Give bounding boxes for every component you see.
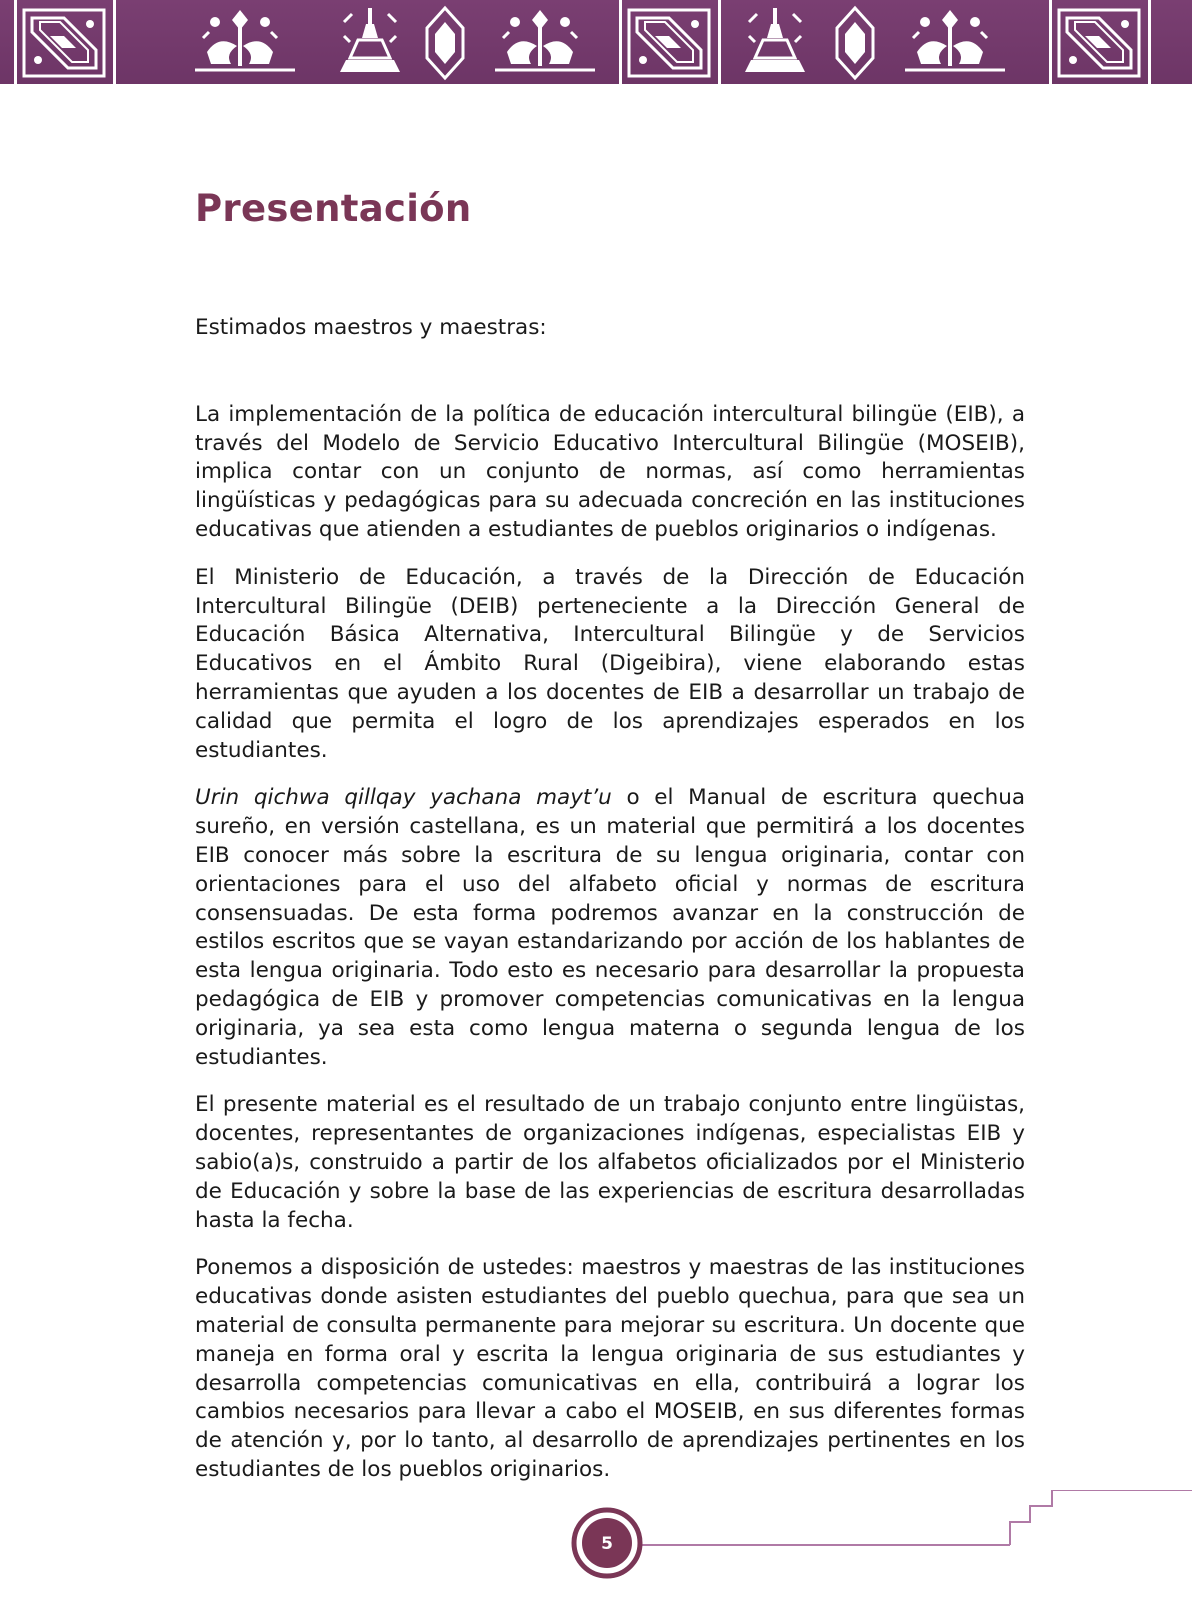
paragraph-4: El presente material es el resultado de un trabajo conjunto entre lingüistas, docentes, representantes de organizaciones indígenas, especialistas EIB y sabio(a)s, construido a partir de los alfabetos oficializados por el Ministerio de Educación y sobre la base de las experiencias de escritura desarrolladas hasta la fecha. — [195, 1092, 1025, 1233]
paragraph-2: El Ministerio de Educación, a través de la Dirección de Educación Intercultural Bilingüe (DEIB) perteneciente a la Dirección General de Educación Básica Alternativa, Intercultural Bilingüe y de Servicios Educativos en el Ámbito Rural (Digeibira), viene elaborando estas herramientas que ayuden a los docentes de EIB a desarrollar un trabajo de calidad que permita el logro de los aprendizajes esperados en los estudiantes. — [195, 564, 1025, 763]
header-banner — [0, 0, 1192, 84]
page-number: 5 — [601, 1534, 613, 1554]
book-title-quechua: Urin qichwa qillqay yachana mayt’u — [195, 785, 612, 811]
paragraph-3 — [195, 784, 1025, 1072]
paragraph-3-text: o el Manual de escritura quechua sureño, en versión castellana, es un material que permitirá a los docentes EIB conocer más sobre la escritura de su lengua originaria, contar con orientaciones para el uso del alfabeto oficial y normas de escritura consensuadas. De esta forma podremos avanzar en la construcción de estilos escritos que se vayan estandarizando por acción de los hablantes de esta lengua originaria. Todo esto es necesario para desarrollar la propuesta pedagógica de EIB y promover competencias comunicativas en la lengua originaria, ya sea esta como lengua materna o segunda lengua de los estudiantes. — [195, 785, 1025, 1070]
presentation-body — [195, 314, 1025, 1504]
paragraph-1: La implementación de la política de educación intercultural bilingüe (EIB), a través del Modelo de Servicio Educativo Intercultural Bilingüe (MOSEIB), implica contar con un conjunto de normas, así como herramientas lingüísticas y pedagógicas para su adecuada concreción en las instituciones educativas que atienden a estudiantes de pueblos originarios o indígenas. — [195, 401, 1025, 542]
andean-textile-pattern-icon — [0, 0, 1192, 84]
paragraph-5: Ponemos a disposición de ustedes: maestros y maestras de las instituciones educativas donde asisten estudiantes del pueblo quechua, para que sea un material de consulta permanente para mejorar su escritura. Un docente que maneja en forma oral y escrita la lengua originaria de sus estudiantes y desarrolla competencias comunicativas en ella, contribuirá a lograr los cambios necesarios para llevar a cabo el MOSEIB, en sus diferentes formas de atención y, por lo tanto, al desarrollo de aprendizajes pertinentes en los estudiantes de los pueblos originarios. — [195, 1255, 1025, 1482]
page-title: Presentación — [195, 186, 472, 230]
greeting: Estimados maestros y maestras: — [195, 315, 547, 340]
